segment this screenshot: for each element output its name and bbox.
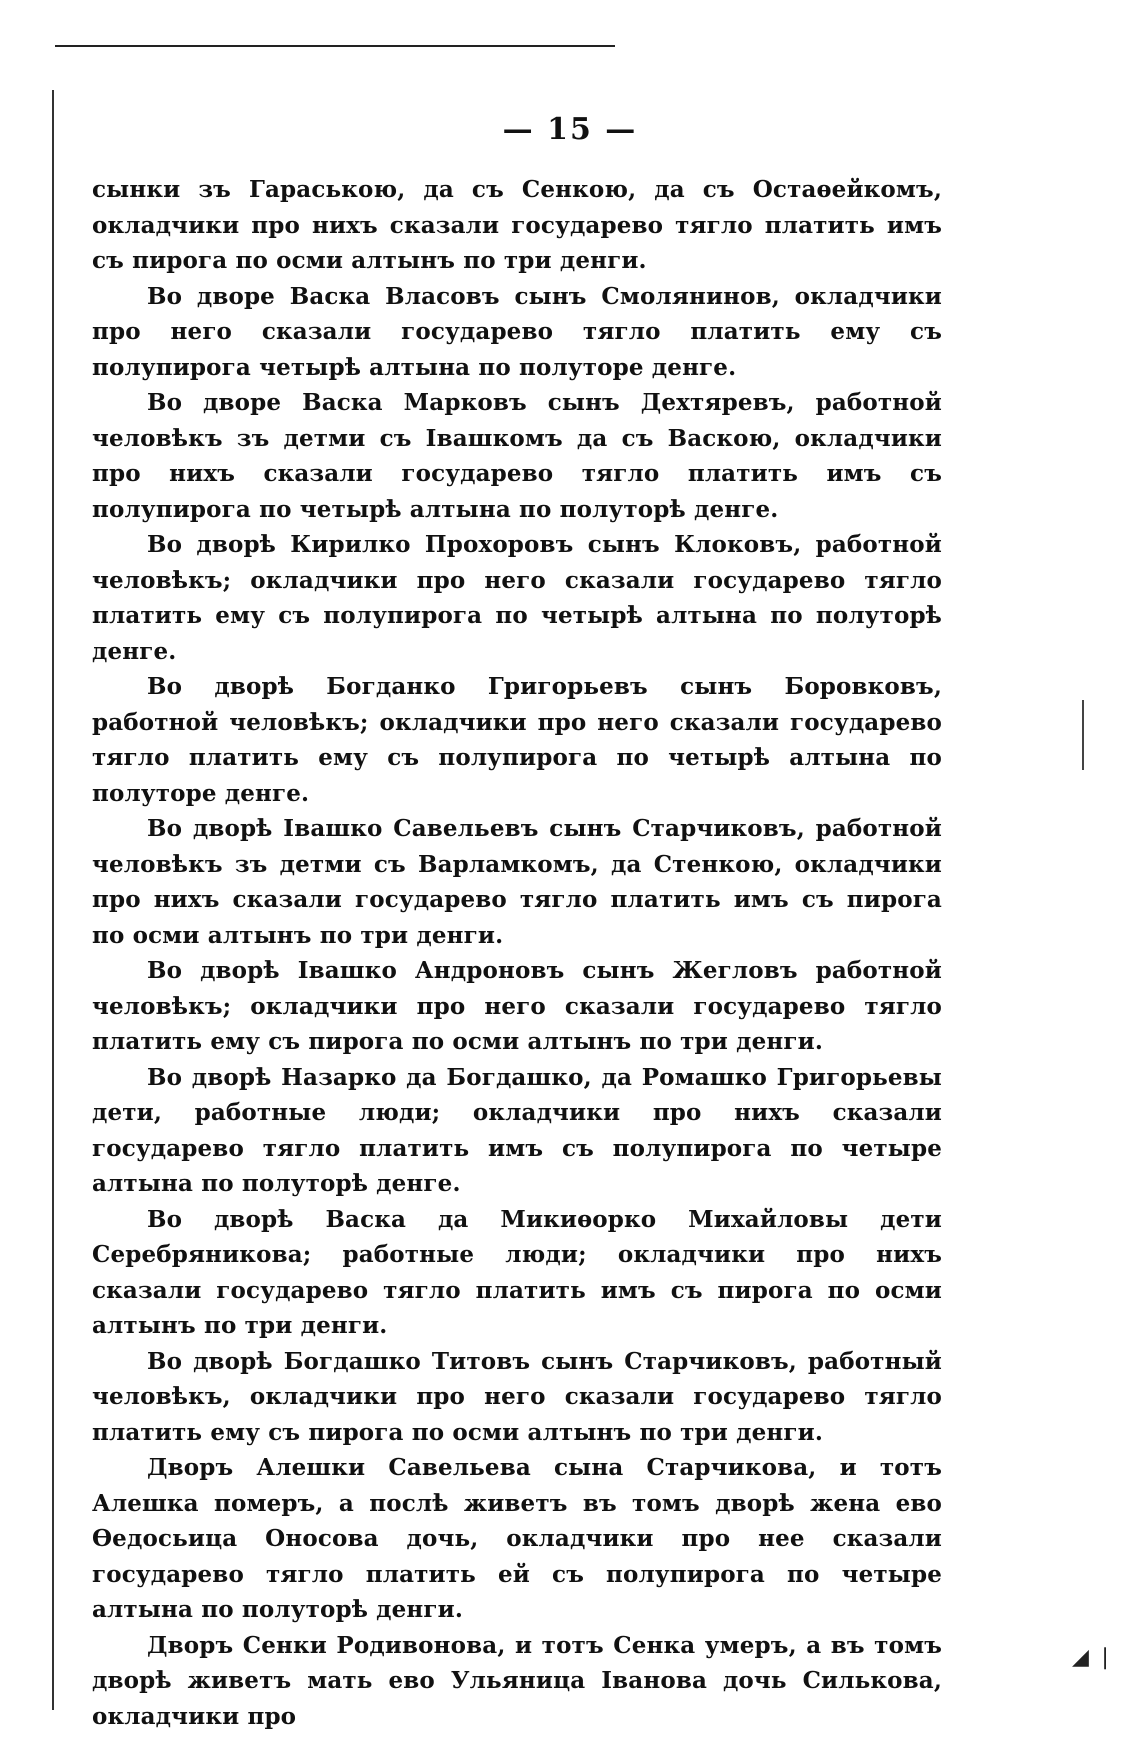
right-margin-mark [1082,700,1084,770]
paragraph: Во дворѣ Васка да Микиѳорко Михайловы дети Серебряникова; работные люди; окладчики про нихъ сказали государево тягло платить имъ съ пирога по осми алтынъ по три денги. [92,1205,942,1339]
left-margin-rule [52,90,54,1710]
top-rule [55,45,615,47]
paragraph: Во дворѣ Богдашко Титовъ сынъ Старчиковъ, работный человѣкъ, окладчики про него сказали государево тягло платить ему съ пирога по осми алтынъ по три денги. [92,1347,942,1446]
paragraph: Во дворѣ Івашко Савельевъ сынъ Старчиковъ, работной человѣкъ зъ детми съ Варламкомъ, да Стенкою, окладчики про нихъ сказали государево тягло платить имъ съ пирога по осми алтынъ по три денги. [92,815,942,949]
paragraph: Во дворе Васка Марковъ сынъ Дехтяревъ, работной человѣкъ зъ детми съ Івашкомъ да съ Васкою, окладчики про нихъ сказали государево тягло платить имъ съ полупирога по четырѣ алтына по полуторѣ денге. [92,389,942,523]
paragraph: Во дворѣ Кирилко Прохоровъ сынъ Клоковъ, работной человѣкъ; окладчики про него сказали государево тягло платить ему съ полупирога по четырѣ алтына по полуторѣ денге. [92,531,942,665]
paragraph: Во дворѣ Івашко Андроновъ сынъ Жегловъ работной человѣкъ; окладчики про него сказали государево тягло платить ему съ пирога по осми алтынъ по три денги. [92,957,942,1055]
paragraph: Во дворѣ Назарко да Богдашко, да Ромашко Григорьевы дети, работные люди; окладчики про нихъ сказали государево тягло платить имъ съ полупирога по четыре алтына по полуторѣ денге. [92,1063,942,1197]
text-body [92,172,942,1734]
paragraph: Дворъ Алешки Савельева сына Старчикова, и тотъ Алешка померъ, а послѣ живетъ въ томъ дворѣ жена ево Ѳедосьица Оносова дочь, окладчики про нее сказали государево тягло платить ей съ полупирога по четыре алтына по полуторѣ денги. [92,1454,942,1623]
page-number: — 15 — [502,112,638,147]
corner-mark: ◢ ❘ [1072,1645,1115,1670]
paragraph: сынки зъ Гараською, да съ Сенкою, да съ Остаѳейкомъ, окладчики про нихъ сказали государево тягло платить имъ съ пирога по осми алтынъ по три денги. [92,176,942,274]
paragraph: Дворъ Сенки Родивонова, и тотъ Сенка умеръ, а въ томъ дворѣ живетъ мать ево Ульяница Іванова дочь Силькова, окладчики про [92,1631,942,1730]
paragraph: Во дворе Васка Власовъ сынъ Смолянинов, окладчики про него сказали государево тягло платить ему съ полупирога четырѣ алтына по полуторе денге. [92,282,942,381]
paragraph: Во дворѣ Богданко Григорьевъ сынъ Боровковъ, работной человѣкъ; окладчики про него сказали государево тягло платить ему съ полупирога по четырѣ алтына по полуторе денге. [92,673,942,807]
